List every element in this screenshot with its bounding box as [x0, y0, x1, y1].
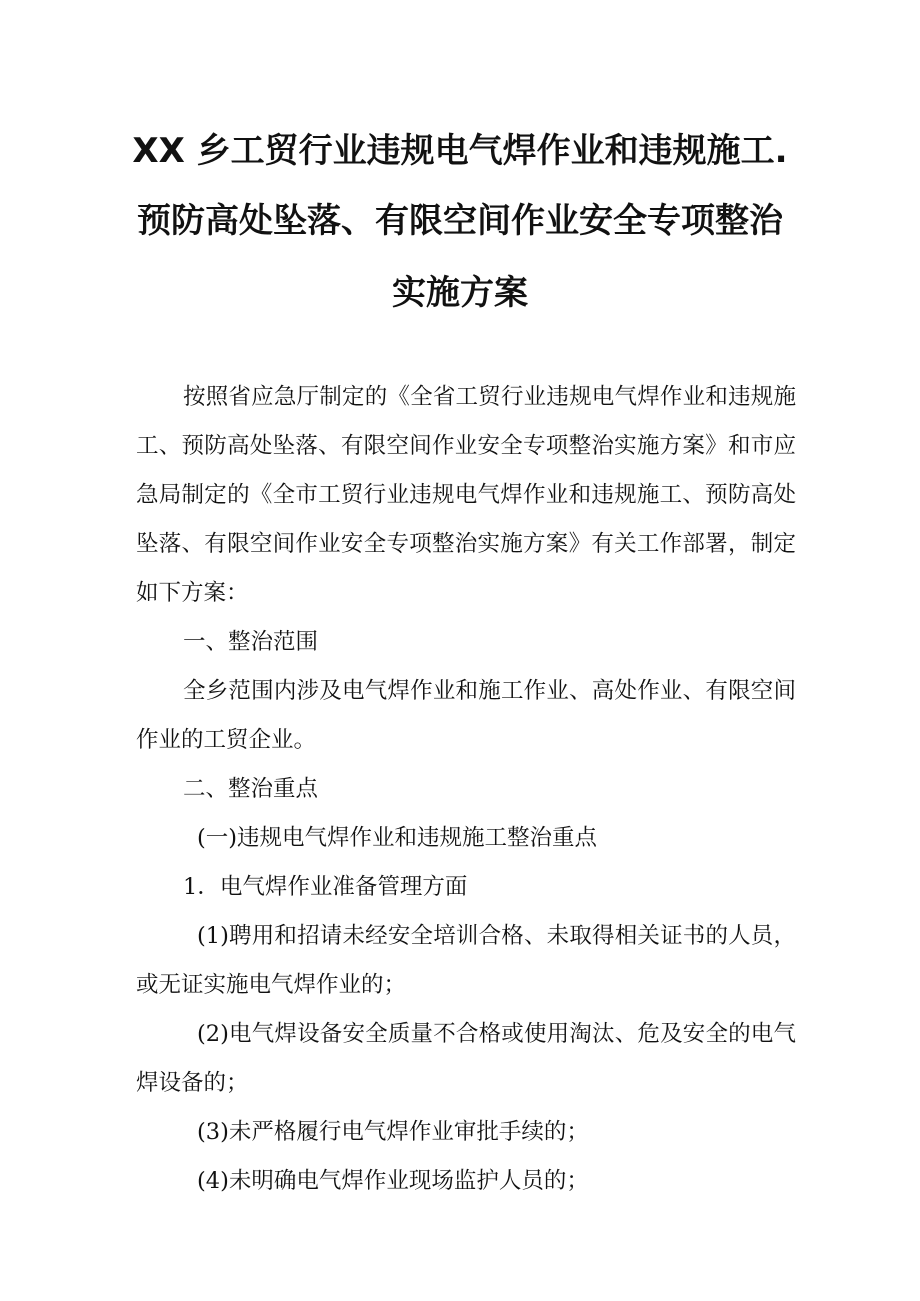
list-item: (3)未严格履行电气焊作业审批手续的； [197, 1119, 589, 1145]
subsection-heading-welding: (一)违规电气焊作业和违规施工整治重点 [197, 825, 598, 851]
list-item: (2)电气焊设备安全质量不合格或使用淘汰、危及安全的电气焊设备的； [136, 1021, 796, 1096]
document-title-line-3: 实施方案 [392, 273, 528, 313]
intro-paragraph: 按照省应急厅制定的《全省工贸行业违规电气焊作业和违规施工、预防高处坠落、有限空间作业安全专项整治实施方案》和市应急局制定的《全市工贸行业违规电气焊作业和违规施工、预防高处坠落、有限空间作业安全专项整治实施方案》有关工作部署，制定如下方案： [136, 384, 796, 606]
section-heading-focus: 二、整治重点 [183, 776, 319, 802]
list-item: (1)聘用和招请未经安全培训合格、未取得相关证书的人员，或无证实施电气焊作业的； [136, 923, 796, 998]
scope-paragraph: 全乡范围内涉及电气焊作业和施工作业、高处作业、有限空间作业的工贸企业。 [136, 678, 796, 753]
section-heading-scope: 一、整治范围 [183, 629, 319, 655]
item-heading-welding-prep: 1．电气焊作业准备管理方面 [183, 874, 468, 900]
document-title-line-1: XX 乡工贸行业违规电气焊作业和违规施工. [132, 131, 788, 171]
document-title-line-2: 预防高处坠落、有限空间作业安全专项整治 [137, 201, 783, 241]
document-body [136, 373, 796, 1206]
list-item: (4)未明确电气焊作业现场监护人员的； [197, 1168, 589, 1194]
